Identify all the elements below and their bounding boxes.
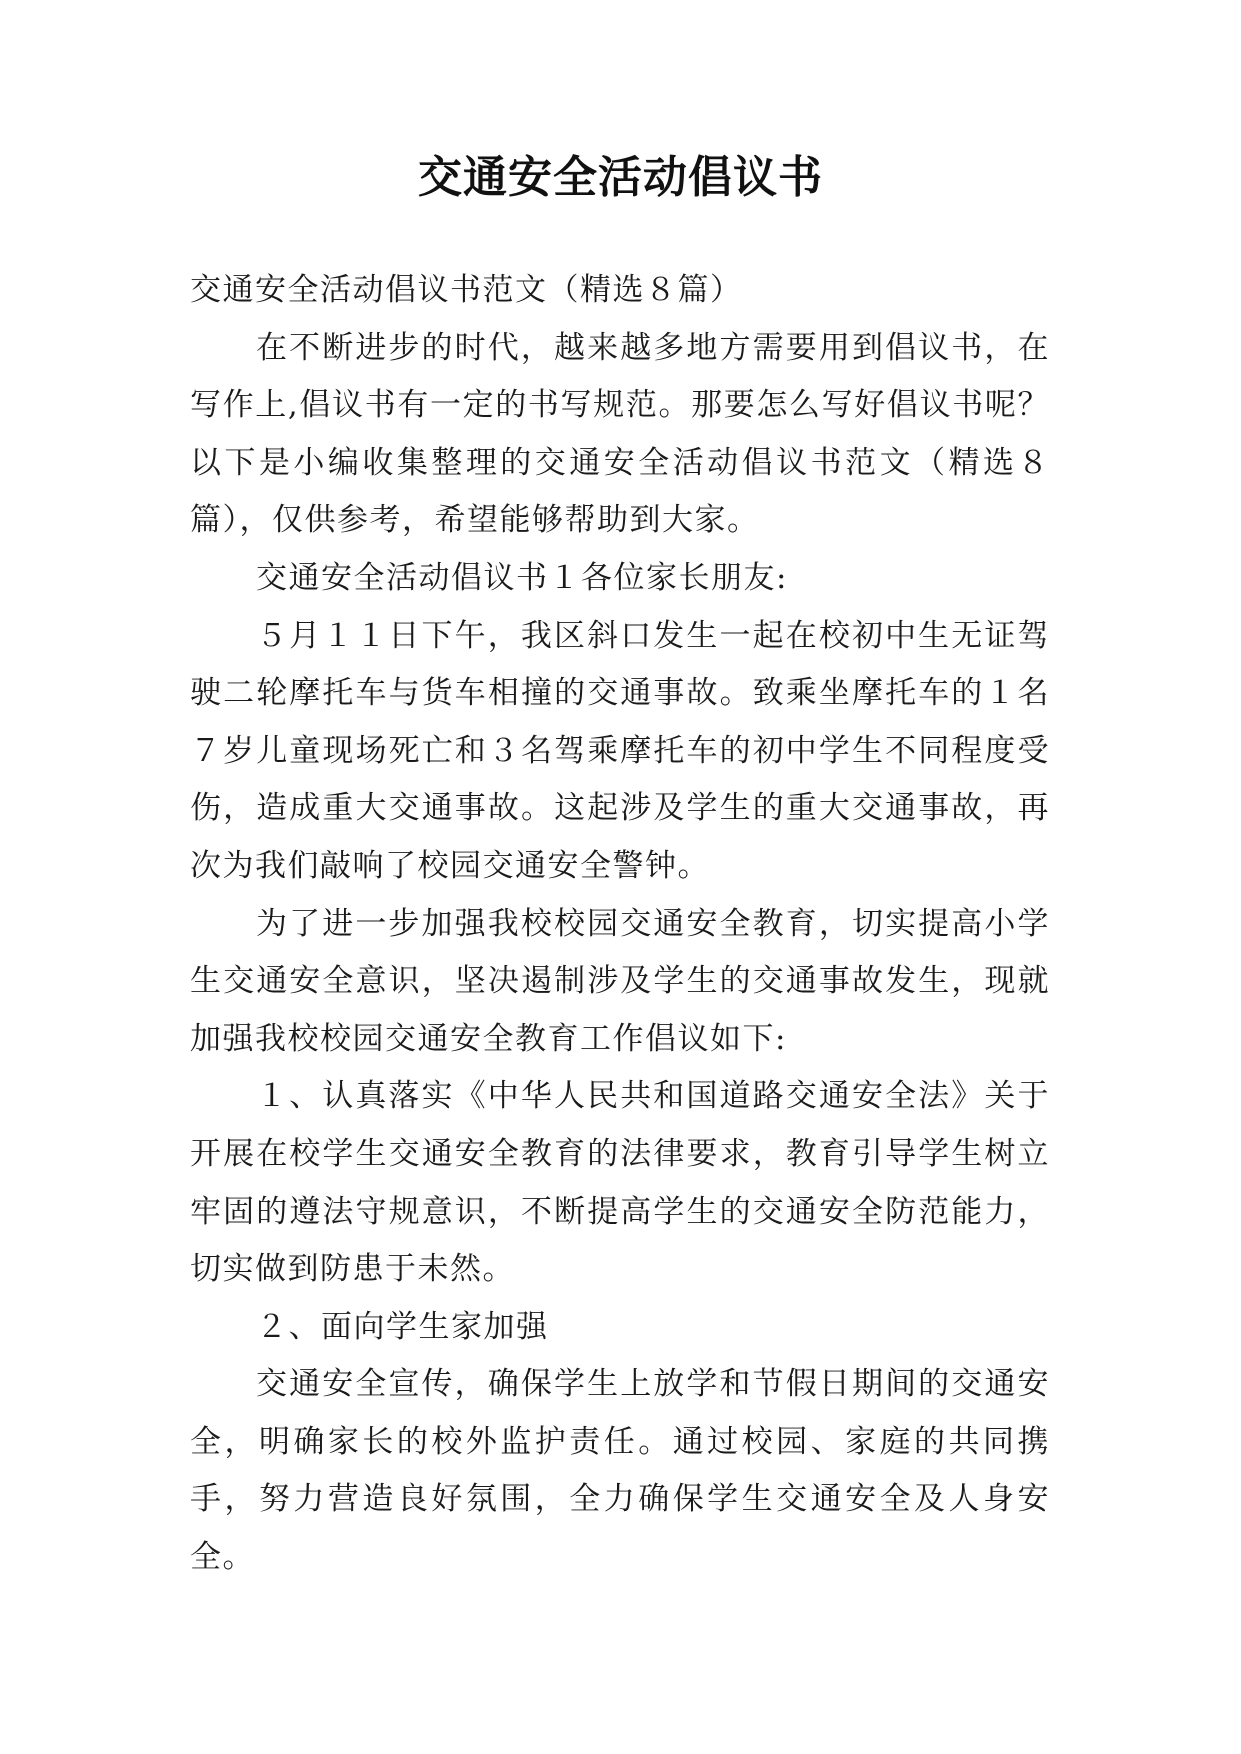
paragraph-item-2-body: 交通安全宣传，确保学生上放学和节假日期间的交通安全，明确家长的校外监护责任。通过校园、家庭的共同携手，努力营造良好氛围，全力确保学生交通安全及人身安全。 [190, 1366, 1050, 1576]
document-subtitle: 交通安全活动倡议书范文（精选８篇） [190, 272, 743, 308]
document-title: 交通安全活动倡议书 [418, 152, 823, 203]
document-body [190, 262, 1050, 1587]
paragraph-item-2-heading: ２、面向学生家加强 [256, 1308, 549, 1345]
paragraph-proposal: 为了进一步加强我校校园交通安全教育，切实提高小学生交通安全意识，坚决遏制涉及学生的交通事故发生，现就加强我校校园交通安全教育工作倡议如下: [190, 905, 1050, 1057]
paragraph-intro: 在不断进步的时代，越来越多地方需要用到倡议书，在写作上,倡议书有一定的书写规范。那要怎么写好倡议书呢？以下是小编收集整理的交通安全活动倡议书范文（精选８篇），仅供参考，希望能够帮助到大家。 [190, 329, 1050, 539]
paragraph-incident: ５月１１日下午，我区斜口发生一起在校初中生无证驾驶二轮摩托车与货车相撞的交通事故。致乘坐摩托车的１名７岁儿童现场死亡和３名驾乘摩托车的初中学生不同程度受伤，造成重大交通事故。这起涉及学生的重大交通事故，再次为我们敲响了校园交通安全警钟。 [190, 617, 1050, 884]
paragraph-salutation: 交通安全活动倡议书１各位家长朋友: [256, 559, 788, 596]
paragraph-item-1: １、认真落实《中华人民共和国道路交通安全法》关于开展在校学生交通安全教育的法律要求，教育引导学生树立牢固的遵法守规意识，不断提高学生的交通安全防范能力，切实做到防患于未然。 [190, 1078, 1050, 1288]
